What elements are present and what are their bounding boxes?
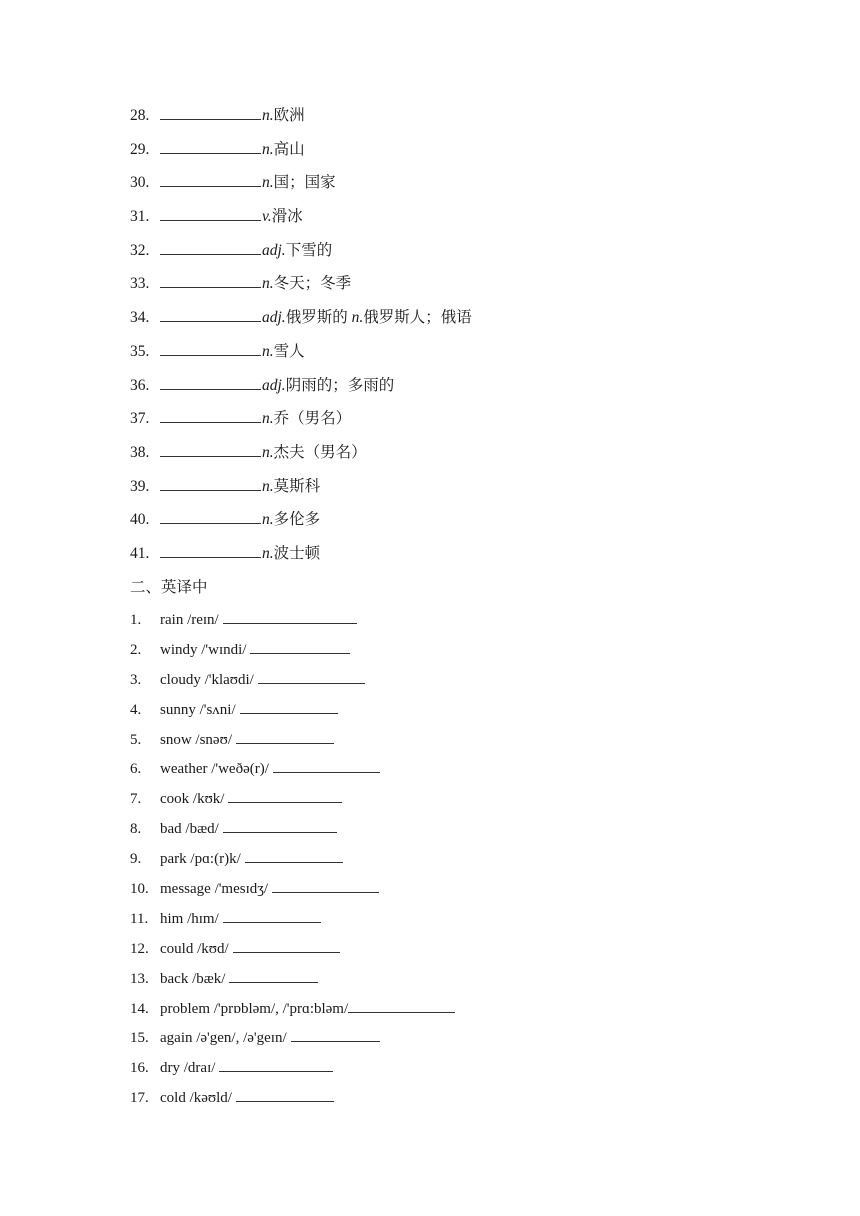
item-number: 3. [130,671,142,688]
part-of-speech-2: n. [351,309,364,327]
meaning-2: 俄罗斯人；俄语 [363,309,472,327]
answer-line[interactable] [291,1025,380,1042]
word-item [130,996,455,1026]
answer-line[interactable] [236,1085,334,1102]
item-number: 35. [130,342,150,360]
vocab-item [130,339,472,373]
answer-line[interactable] [250,637,350,654]
part-of-speech: v. [262,208,272,226]
word-phonetic: weather /'weðə(r)/ [160,761,269,778]
item-number: 2. [130,641,142,658]
word-item [130,1085,455,1115]
meaning: 下雪的 [285,241,333,259]
answer-line[interactable] [223,607,357,624]
answer-line[interactable] [348,996,455,1013]
part-of-speech: n. [262,410,274,428]
word-phonetic: bad /bæd/ [160,821,219,838]
english-to-chinese-list [130,607,455,1115]
word-phonetic: dry /draɪ/ [160,1060,216,1077]
answer-blank[interactable] [160,271,261,288]
word-phonetic: snow /snəʊ/ [160,731,232,748]
vocab-item [130,440,472,474]
part-of-speech: adj. [262,309,286,327]
part-of-speech: n. [262,544,274,562]
word-phonetic: cloudy /'klaʊdi/ [160,671,254,688]
word-item [130,727,455,757]
word-item [130,1025,455,1055]
item-number: 39. [130,477,150,495]
item-number: 9. [130,851,142,868]
answer-blank[interactable] [160,170,261,187]
meaning: 滑冰 [271,208,303,226]
word-item [130,1055,455,1085]
part-of-speech: adj. [262,376,286,394]
answer-blank[interactable] [160,204,261,221]
word-item [130,936,455,966]
word-phonetic: cold /kəʊld/ [160,1090,232,1107]
vocab-item [130,406,472,440]
answer-line[interactable] [219,1055,333,1072]
chinese-to-english-list [130,103,472,575]
item-number: 32. [130,241,150,259]
word-phonetic: problem /'prɒbləm/, /'prɑ:bləm/ [160,1000,349,1017]
item-number: 16. [130,1060,149,1077]
item-number: 10. [130,881,149,898]
meaning: 欧洲 [273,107,305,124]
part-of-speech: n. [262,477,274,495]
answer-line[interactable] [223,816,337,833]
item-number: 41. [130,544,150,562]
word-item [130,906,455,936]
answer-blank[interactable] [160,474,261,491]
answer-blank[interactable] [160,406,261,423]
part-of-speech: n. [262,140,274,158]
word-phonetic: again /ə'gen/, /ə'geɪn/ [160,1030,287,1047]
item-number: 38. [130,443,150,461]
word-item [130,846,455,876]
answer-line[interactable] [223,906,321,923]
meaning: 阴雨的；多雨的 [285,376,395,394]
vocab-item [130,507,472,541]
part-of-speech: adj. [262,241,286,259]
item-number: 7. [130,791,142,808]
part-of-speech: n. [262,511,274,529]
item-number: 1. [130,612,142,628]
vocab-item [130,103,472,137]
word-phonetic: back /bæk/ [160,970,226,987]
section-heading: 二、英译中 [130,579,208,596]
vocab-item [130,137,472,171]
item-number: 28. [130,107,150,124]
item-number: 14. [130,1000,149,1017]
item-number: 15. [130,1030,149,1047]
answer-line[interactable] [240,697,338,714]
word-phonetic: cook /kʊk/ [160,791,225,808]
answer-line[interactable] [258,667,365,684]
meaning: 乔（男名） [273,410,352,428]
item-number: 33. [130,275,150,293]
word-item [130,966,455,996]
vocab-item [130,373,472,407]
vocab-item [130,204,472,238]
answer-line[interactable] [272,876,379,893]
answer-blank[interactable] [160,440,261,457]
vocab-item [130,541,472,575]
item-number: 37. [130,410,150,428]
word-item [130,637,455,667]
answer-line[interactable] [229,966,318,983]
word-item [130,667,455,697]
word-phonetic: sunny /'sʌni/ [160,701,236,718]
answer-line[interactable] [228,786,342,803]
item-number: 40. [130,511,150,529]
item-number: 30. [130,174,150,192]
part-of-speech: n. [262,443,274,461]
answer-line[interactable] [236,727,334,744]
meaning: 高山 [273,140,305,158]
item-number: 29. [130,140,150,158]
item-number: 36. [130,376,150,394]
meaning: 杰夫（男名） [273,443,367,461]
vocab-item [130,305,472,339]
part-of-speech: n. [262,342,274,360]
item-number: 12. [130,940,149,957]
vocab-item [130,238,472,272]
answer-blank[interactable] [160,238,261,255]
word-item [130,876,455,906]
part-of-speech: n. [262,107,274,124]
item-number: 11. [130,910,149,927]
meaning: 莫斯科 [273,477,321,495]
word-phonetic: message /'mesɪdʒ/ [160,881,269,898]
word-item [130,756,455,786]
meaning: 国；国家 [273,174,336,192]
item-number: 4. [130,701,142,718]
word-phonetic: park /pɑ:(r)k/ [160,851,241,868]
meaning: 雪人 [273,342,305,360]
word-item [130,786,455,816]
answer-blank[interactable] [160,541,261,558]
answer-blank[interactable] [160,137,261,154]
meaning: 多伦多 [273,511,321,529]
item-number: 34. [130,309,150,327]
answer-blank[interactable] [160,339,261,356]
meaning: 俄罗斯的 [285,309,352,327]
answer-line[interactable] [245,846,343,863]
answer-line[interactable] [233,936,340,953]
answer-blank[interactable] [160,305,261,322]
word-phonetic: him /hɪm/ [160,910,219,927]
item-number: 8. [130,821,142,838]
answer-blank[interactable] [160,373,261,390]
word-item [130,816,455,846]
answer-blank[interactable] [160,103,261,120]
item-number: 17. [130,1090,149,1107]
item-number: 5. [130,731,142,748]
item-number: 6. [130,761,142,778]
answer-line[interactable] [273,756,380,773]
vocab-item [130,271,472,305]
part-of-speech: n. [262,174,274,192]
answer-blank[interactable] [160,507,261,524]
word-phonetic: windy /'wɪndi/ [160,641,247,658]
vocab-item [130,474,472,508]
meaning: 冬天；冬季 [273,275,352,293]
word-phonetic: could /kʊd/ [160,940,229,957]
vocab-item [130,170,472,204]
item-number: 13. [130,970,149,987]
item-number: 31. [130,208,150,226]
part-of-speech: n. [262,275,274,293]
word-item [130,607,455,637]
meaning: 波士顿 [273,544,321,562]
word-phonetic: rain /reɪn/ [160,612,219,628]
word-item [130,697,455,727]
